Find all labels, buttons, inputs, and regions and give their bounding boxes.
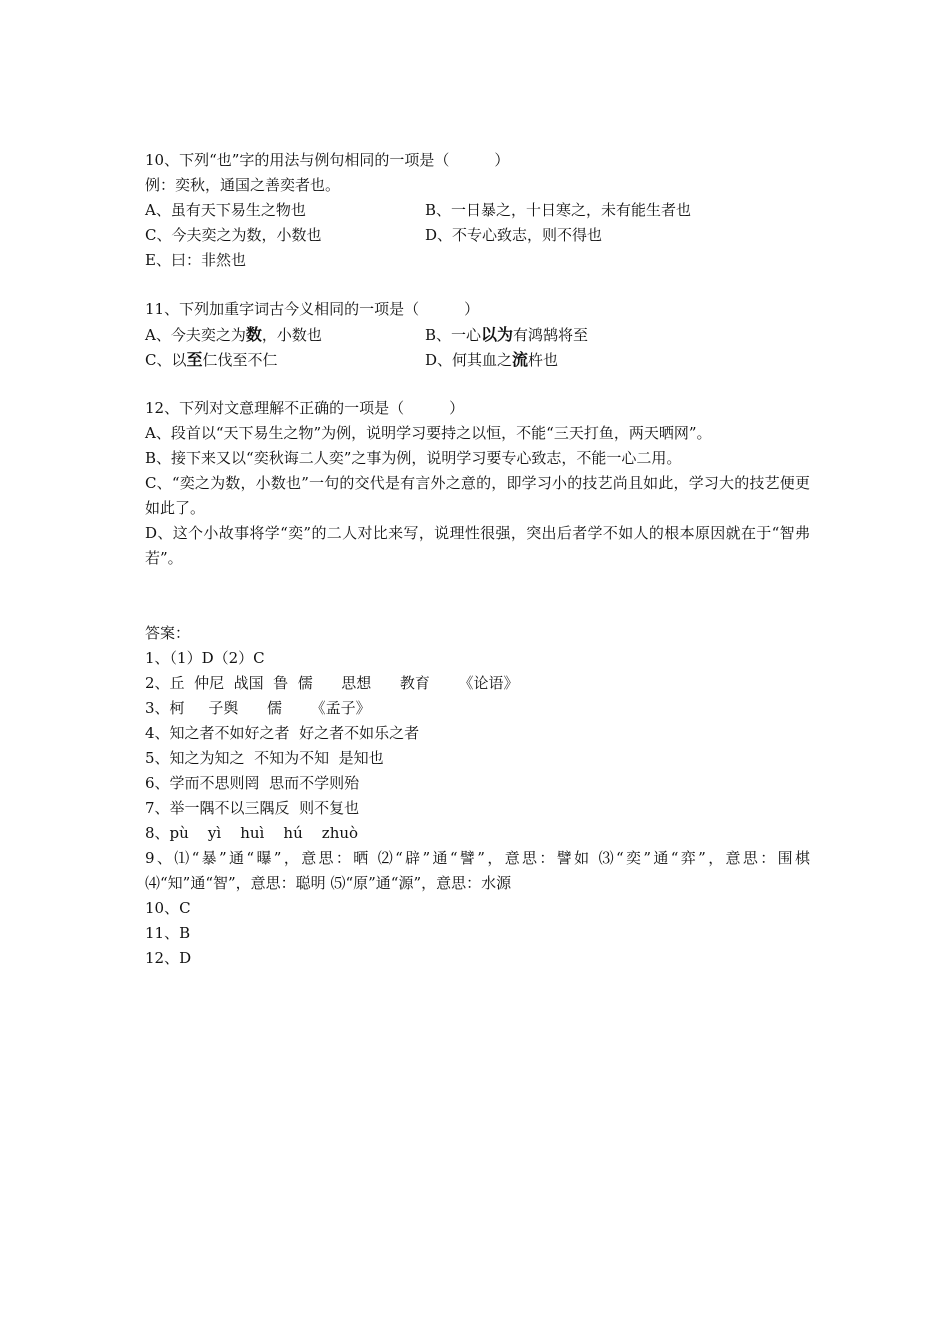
question-10-options-ab [145, 198, 810, 223]
answer-item: 9、⑴“暴”通“曝”，意思：晒 ⑵“辟”通“譬”，意思：譬如 ⑶“奕”通“弈”，意思：围棋 ⑷“知”通“智”，意思：聪明 ⑸“原”通“源”，意思：水源 [145, 849, 810, 892]
option-c-text-end: 仁伐至不仁 [202, 351, 278, 369]
document-content [145, 148, 810, 971]
option-a: A、段首以“天下易生之物”为例，说明学习要持之以恒，不能“三天打鱼，两天晒网”。 [145, 424, 712, 442]
question-12 [145, 396, 810, 571]
question-12-stem: 12、下列对文意理解不正确的一项是（ ） [145, 399, 465, 417]
question-11 [145, 297, 810, 372]
spacer [145, 372, 810, 396]
option-b: B、一日暴之，十日寒之，未有能生者也 [425, 201, 692, 219]
option-d: D、不专心致志，则不得也 [425, 226, 603, 244]
option-d: D、这个小故事将学“奕”的二人对比来写，说理性很强，突出后者学不如人的根本原因就在于“智弗若”。 [145, 524, 810, 567]
question-11-stem: 11、下列加重字词古今义相同的一项是（ ） [145, 300, 480, 318]
question-11-options-ab [145, 322, 810, 347]
answer-item: 6、学而不思则罔 思而不学则殆 [145, 774, 360, 792]
emphasized-word: 流 [512, 350, 529, 369]
answer-item: 1、（1）D（2）C [145, 649, 265, 667]
answer-item: 4、知之者不如好之者 好之者不如乐之者 [145, 724, 420, 742]
emphasized-word: 以为 [481, 325, 514, 344]
option-c: C、“奕之为数，小数也”一句的交代是有言外之意的，即学习小的技艺尚且如此，学习大的技艺便更如此了。 [145, 474, 810, 517]
option-d [425, 347, 810, 372]
answer-item: 2、丘 仲尼 战国 鲁 儒 思想 教育 《论语》 [145, 674, 519, 692]
answer-item: 10、C [145, 899, 191, 917]
question-10-options-cd [145, 223, 810, 248]
emphasized-word: 至 [186, 350, 203, 369]
option-e: E、曰：非然也 [145, 251, 246, 269]
question-10-example: 例：奕秋，通国之善奕者也。 [145, 176, 341, 194]
answer-item: 7、举一隅不以三隅反 则不复也 [145, 799, 360, 817]
option-c: C、今夫奕之为数，小数也 [145, 226, 322, 244]
spacer [145, 273, 810, 297]
answer-item: 12、D [145, 949, 192, 967]
question-10-stem: 10、下列“也”字的用法与例句相同的一项是（ ） [145, 151, 510, 169]
option-c-text: C、以 [145, 351, 187, 369]
answer-item: 3、柯 子舆 儒 《孟子》 [145, 699, 371, 717]
option-d-text: D、何其血之 [425, 351, 513, 369]
option-a [145, 322, 425, 347]
answer-item: 5、知之为知之 不知为不知 是知也 [145, 749, 384, 767]
option-b-text-end: 有鸿鹄将至 [513, 326, 589, 344]
option-b-text: B、一心 [425, 326, 482, 344]
option-d-text-end: 杵也 [528, 351, 559, 369]
option-a: A、虽有天下易生之物也 [145, 201, 306, 219]
spacer [145, 571, 810, 621]
option-b [425, 322, 810, 347]
option-b: B、接下来又以“奕秋诲二人奕”之事为例，说明学习要专心致志，不能一心二用。 [145, 449, 682, 467]
answers-section [145, 621, 810, 971]
question-10 [145, 148, 810, 273]
answer-item: 8、pù yì huì hú zhuò [145, 824, 359, 842]
answers-title: 答案： [145, 624, 191, 642]
question-11-options-cd [145, 347, 810, 372]
answer-item: 11、B [145, 924, 191, 942]
option-a-text-end: ，小数也 [261, 326, 322, 344]
option-a-text: A、今夫奕之为 [145, 326, 246, 344]
option-c [145, 347, 425, 372]
emphasized-word: 数 [245, 325, 262, 344]
